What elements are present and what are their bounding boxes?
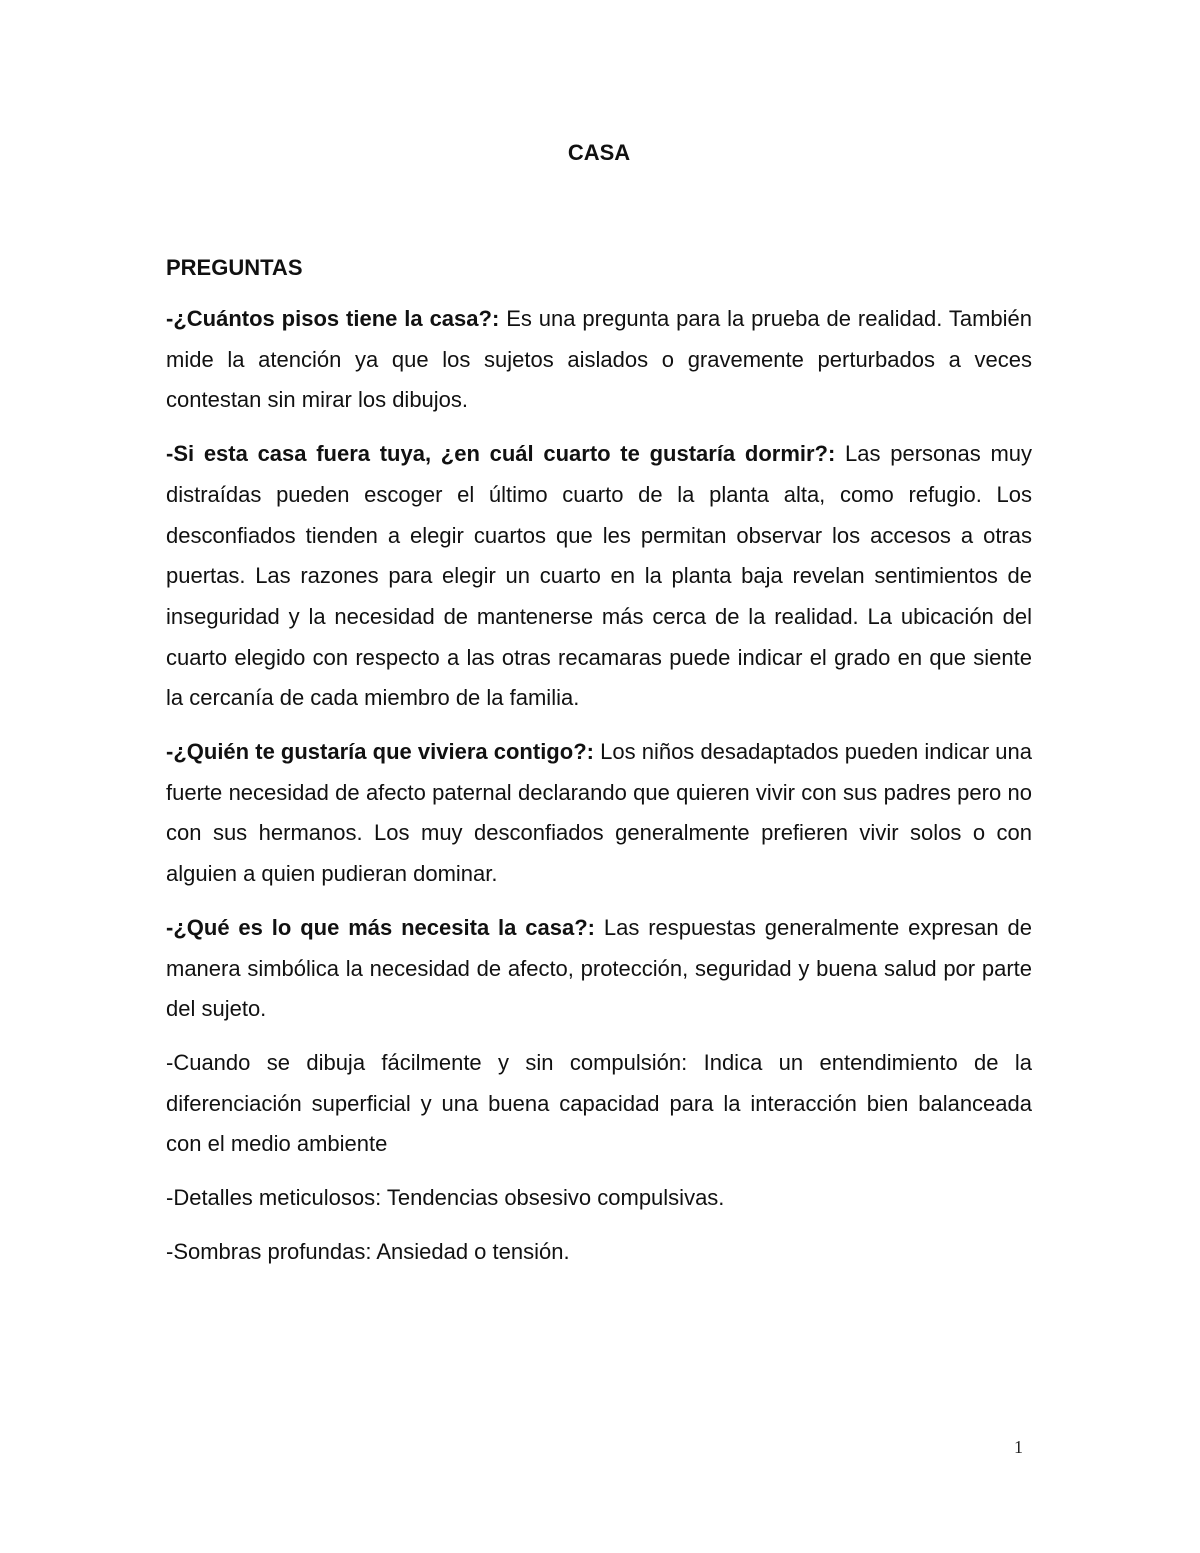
- answer-necesita: Las respuestas generalmente expresan de manera simbólica la necesidad de afecto, protección, seguridad y buena salud por parte del sujeto.: [166, 914, 1032, 1022]
- answer-vivir: Los niños desadaptados pueden indicar una fuerte necesidad de afecto paternal declarando que quieren vivir con sus padres pero no con sus hermanos. Los muy desconfiados generalmente prefieren vivir solos o con alguien a quien pudieran dominar.: [166, 739, 1032, 887]
- paragraph-pisos: [166, 299, 1032, 421]
- question-pisos: -¿Cuántos pisos tiene la casa?:: [166, 306, 500, 331]
- paragraph-sombras: [166, 1232, 1032, 1273]
- text-detalles: -Detalles meticulosos: Tendencias obsesivo compulsivas.: [166, 1185, 725, 1211]
- page-number: 1: [1014, 1437, 1023, 1457]
- paragraph-dormir: [166, 434, 1032, 719]
- document-title: CASA: [567, 140, 631, 165]
- paragraph-compulsion: [166, 1043, 1032, 1165]
- text-sombras: -Sombras profundas: Ansiedad o tensión.: [166, 1238, 570, 1264]
- text-compulsion: -Cuando se dibuja fácilmente y sin compulsión: Indica un entendimiento de la diferenciación superficial y una buena capacidad para la interacción bien balanceada con el medio ambiente: [166, 1049, 1032, 1157]
- paragraph-vivir: [166, 732, 1032, 895]
- answer-pisos: Es una pregunta para la prueba de realidad. También mide la atención ya que los sujetos aislados o gravemente perturbados a veces contestan sin mirar los dibujos.: [166, 306, 1032, 413]
- paragraph-necesita: [166, 908, 1032, 1030]
- question-necesita: -¿Qué es lo que más necesita la casa?:: [166, 914, 595, 940]
- question-dormir: -Si esta casa fuera tuya, ¿en cuál cuarto te gustaría dormir?:: [166, 441, 836, 467]
- section-heading: PREGUNTAS: [166, 255, 303, 280]
- question-vivir: -¿Quién te gustaría que viviera contigo?:: [166, 739, 594, 765]
- answer-dormir: Las personas muy distraídas pueden escoger el último cuarto de la planta alta, como refugio. Los desconfiados tienden a elegir cuartos que les permitan observar los accesos a otras puertas. Las razones para elegir un cuarto en la planta baja revelan sentimientos de inseguridad y la necesidad de mantenerse más cerca de la realidad. La ubicación del cuarto elegido con respecto a las otras recamaras puede indicar el grado en que siente la cercanía de cada miembro de la familia.: [166, 441, 1033, 711]
- paragraph-detalles: [166, 1178, 1032, 1219]
- page-content: [166, 138, 1032, 1285]
